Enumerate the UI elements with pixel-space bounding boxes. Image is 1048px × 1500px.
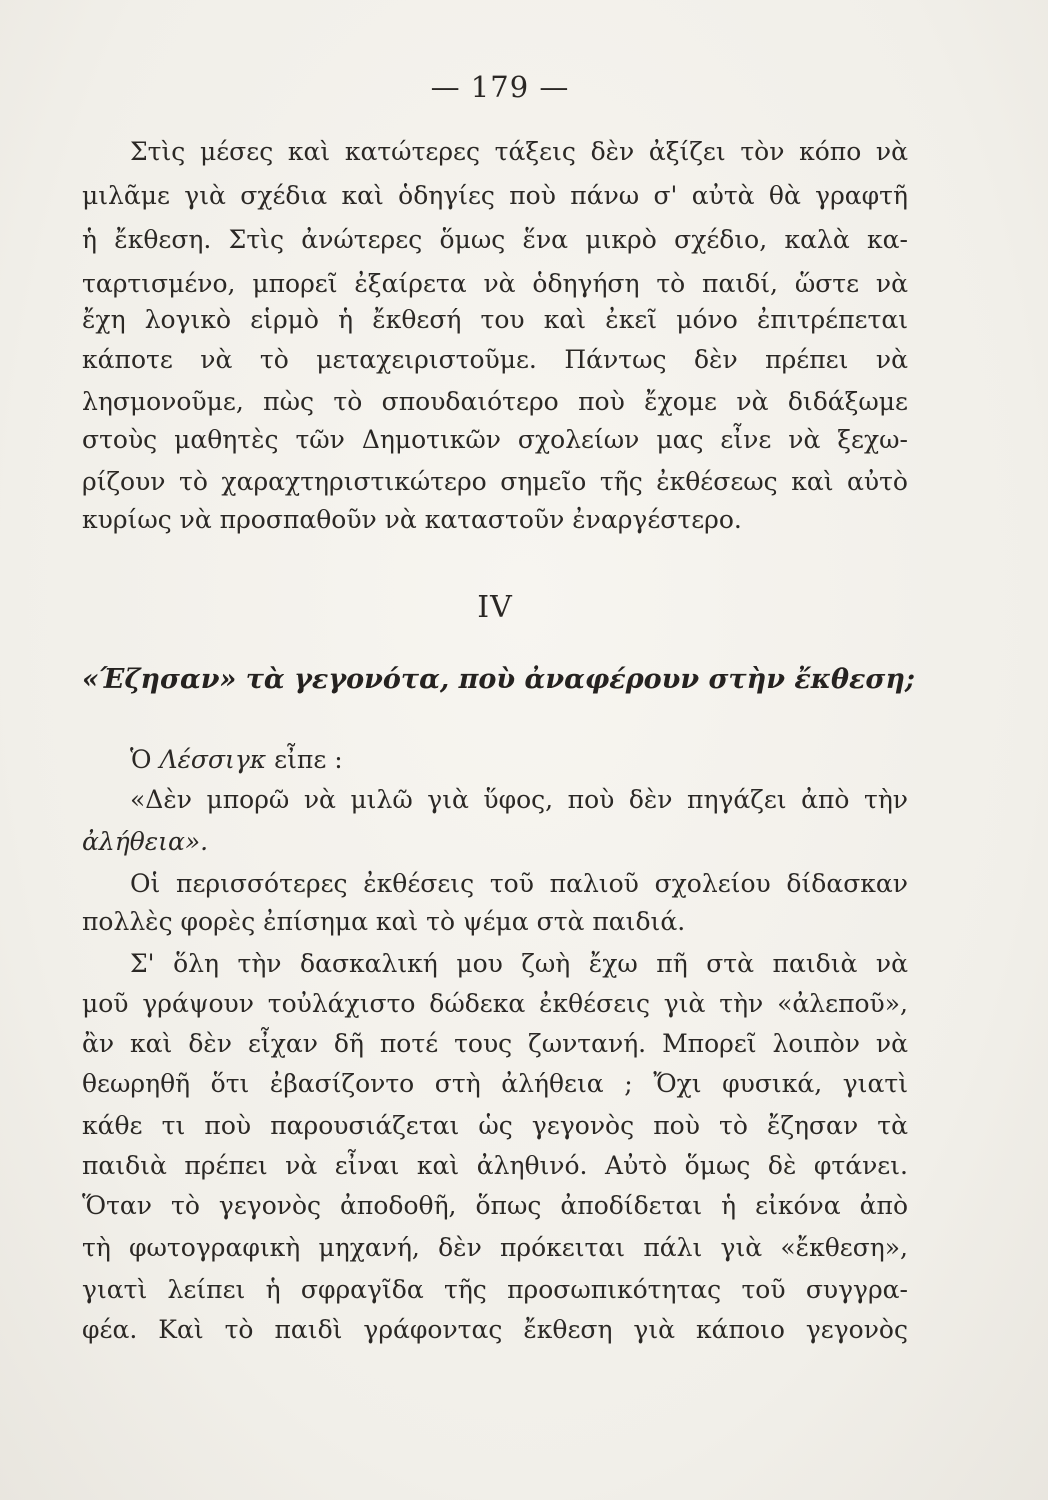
quote-intro-article: Ὁ: [130, 745, 160, 774]
quote-intro-rest: εἶπε :: [266, 745, 343, 774]
quote-author-name: Λέσσιγκ: [159, 745, 267, 774]
paragraph-line: κάποτε νὰ τὸ μεταχειριστοῦμε. Πάντως δὲν πρέπει νὰ: [82, 345, 908, 374]
paragraph-line: Στὶς μέσες καὶ κατώτερες τάξεις δὲν ἀξίζει τὸν κόπο νὰ: [130, 137, 908, 166]
paragraph-line: κάθε τι ποὺ παρουσιάζεται ὡς γεγονὸς ποὺ τὸ ἔζησαν τὰ: [82, 1111, 908, 1140]
paragraph-line: γιατὶ λείπει ἡ σφραγῖδα τῆς προσωπικότητας τοῦ συγγρα-: [82, 1275, 908, 1304]
quote-line: «Δὲν μπορῶ νὰ μιλῶ γιὰ ὕφος, ποὺ δὲν πηγάζει ἀπὸ τὴν: [130, 785, 908, 814]
paragraph-line: λησμονοῦμε, πὼς τὸ σπουδαιότερο ποὺ ἔχομε νὰ διδάξωμε: [82, 387, 908, 416]
paragraph-line: φέα. Καὶ τὸ παιδὶ γράφοντας ἔκθεση γιὰ κάποιο γεγονὸς: [82, 1315, 908, 1344]
paragraph-line: ἡ ἔκθεση. Στὶς ἀνώτερες ὅμως ἕνα μικρὸ σχέδιο, καλὰ κα-: [82, 225, 908, 254]
paragraph-line: κυρίως νὰ προσπαθοῦν νὰ καταστοῦν ἐναργέστερο.: [82, 505, 742, 534]
paragraph-line: ταρτισμένο, μπορεῖ ἐξαίρετα νὰ ὁδηγήση τὸ παιδί, ὥστε νὰ: [82, 269, 908, 298]
paragraph-line: μιλᾶμε γιὰ σχέδια καὶ ὁδηγίες ποὺ πάνω σ' αὐτὰ θὰ γραφτῆ: [82, 181, 908, 210]
paragraph-line: ρίζουν τὸ χαραχτηριστικώτερο σημεῖο τῆς ἐκθέσεως καὶ αὐτὸ: [82, 467, 908, 496]
section-numeral: IV: [477, 590, 513, 625]
section-heading: «Έζησαν» τὰ γεγονότα, ποὺ ἀναφέρουν στὴν ἔκθεση;: [82, 664, 915, 695]
paragraph-line: στοὺς μαθητὲς τῶν Δημοτικῶν σχολείων μας εἶνε νὰ ξεχω-: [82, 425, 908, 454]
page-number: — 179 —: [430, 70, 570, 104]
paragraph-line: πολλὲς φορὲς ἐπίσημα καὶ τὸ ψέμα στὰ παιδιά.: [82, 907, 686, 936]
paragraph-line: Οἱ περισσότερες ἐκθέσεις τοῦ παλιοῦ σχολείου δίδασκαν: [130, 869, 908, 898]
paragraph-line: θεωρηθῆ ὅτι ἐβασίζοντο στὴ ἀλήθεια ; Ὄχι φυσικά, γιατὶ: [82, 1069, 908, 1098]
paragraph-line: ἂν καὶ δὲν εἶχαν δῆ ποτέ τους ζωντανή. Μπορεῖ λοιπὸν νὰ: [82, 1029, 908, 1058]
quote-line: ἀλήθεια».: [82, 827, 209, 856]
paragraph-line: Σ' ὅλη τὴν δασκαλική μου ζωὴ ἔχω πῆ στὰ παιδιὰ νὰ: [130, 949, 908, 978]
paragraph-line: τὴ φωτογραφικὴ μηχανή, δὲν πρόκειται πάλι γιὰ «ἔκθεση»,: [82, 1233, 908, 1262]
paragraph-line: Ὅταν τὸ γεγονὸς ἀποδοθῆ, ὅπως ἀποδίδεται ἡ εἰκόνα ἀπὸ: [82, 1191, 908, 1220]
paragraph-line: μοῦ γράψουν τοὐλάχιστο δώδεκα ἐκθέσεις γιὰ τὴν «ἀλεποῦ»,: [82, 989, 908, 1018]
paragraph-line: παιδιὰ πρέπει νὰ εἶναι καὶ ἀληθινό. Αὐτὸ ὅμως δὲ φτάνει.: [82, 1151, 908, 1180]
paragraph-line: ἔχη λογικὸ εἱρμὸ ἡ ἔκθεσή του καὶ ἐκεῖ μόνο ἐπιτρέπεται: [82, 305, 908, 334]
quote-intro: [130, 740, 908, 780]
